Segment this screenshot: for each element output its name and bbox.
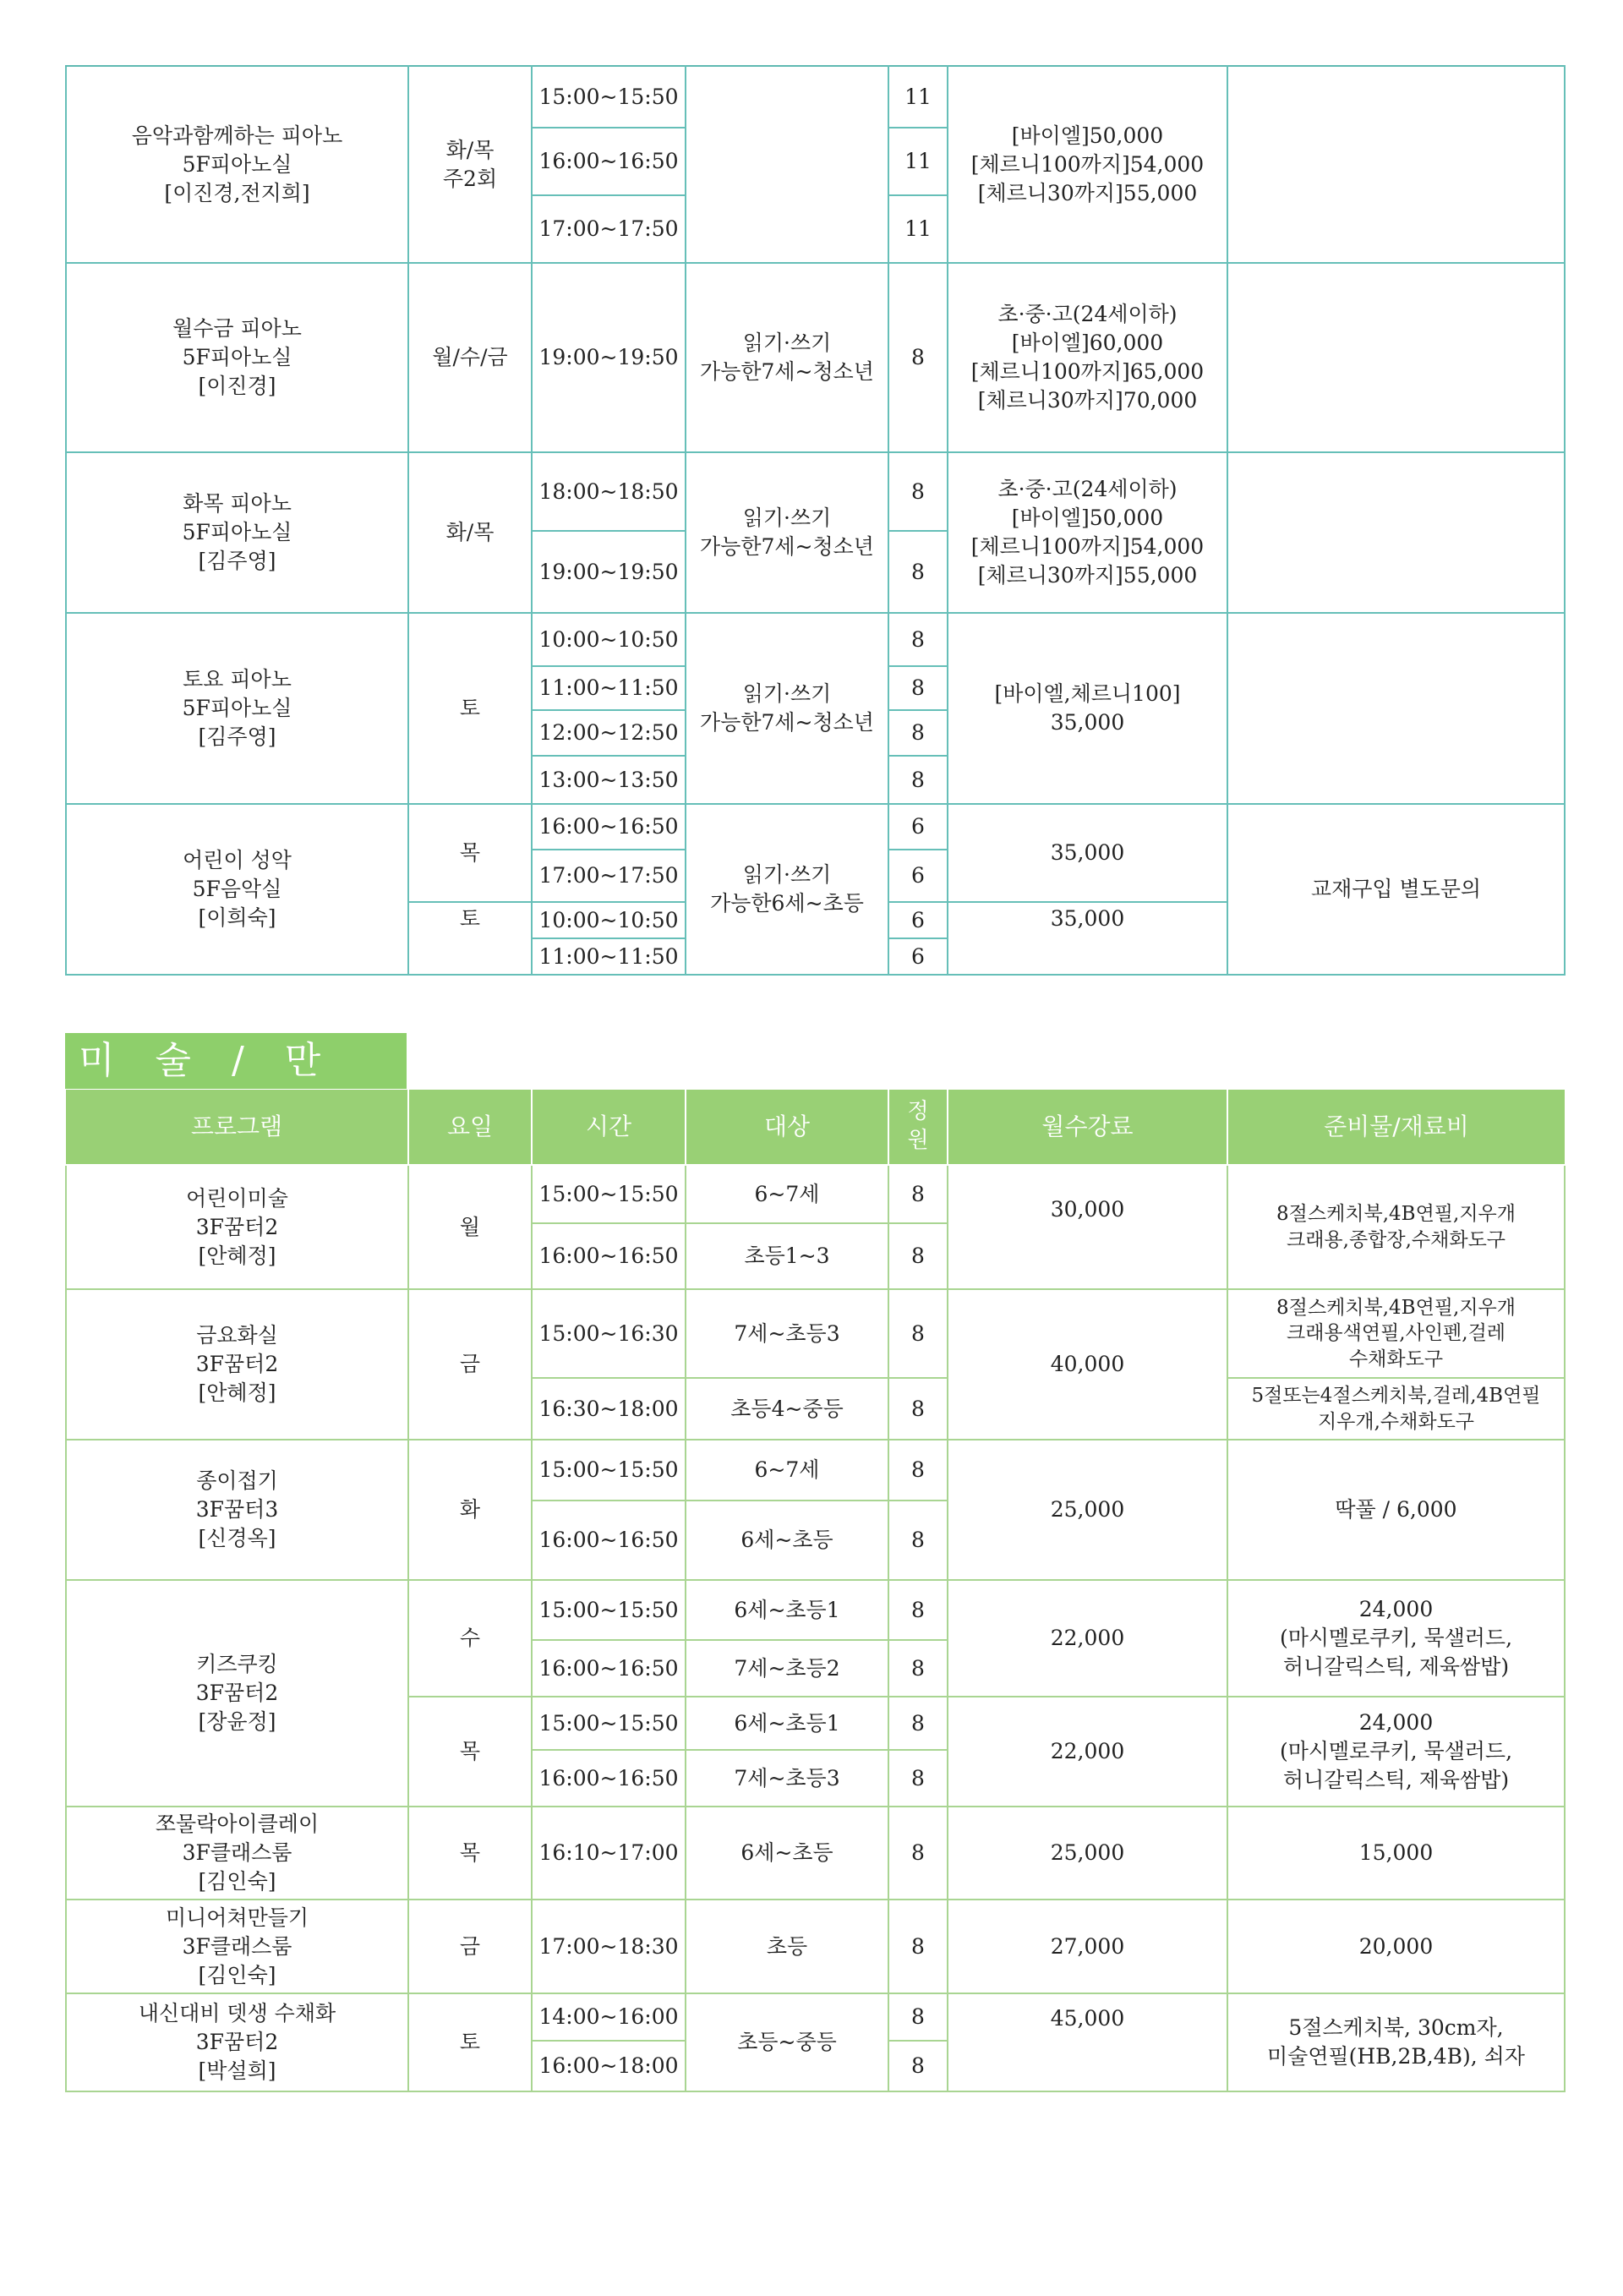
capacity-cell: 11 (888, 128, 948, 195)
header-program: 프로그램 (66, 1090, 408, 1165)
target-cell: 6세~초등 (686, 1807, 888, 1900)
fee-cell: 22,000 (948, 1580, 1227, 1697)
time-cell: 16:00~16:50 (532, 1640, 686, 1697)
target-cell: 6세~초등1 (686, 1697, 888, 1750)
capacity-cell: 8 (888, 2041, 948, 2091)
day-cell: 금 (408, 1900, 532, 1993)
capacity-cell: 8 (888, 710, 948, 756)
capacity-cell: 8 (888, 1440, 948, 1501)
note-cell (1227, 613, 1565, 804)
header-target: 대상 (686, 1090, 888, 1165)
time-cell: 15:00~15:50 (532, 1580, 686, 1640)
material-cell: 5절또는4절스케치북,걸레,4B연필 지우개,수채화도구 (1227, 1378, 1565, 1440)
target-cell: 읽기·쓰기 가능한7세~청소년 (686, 452, 888, 613)
fee-cell: 25,000 (948, 1807, 1227, 1900)
day-cell: 월 (408, 1165, 532, 1289)
time-cell: 16:00~16:50 (532, 804, 686, 850)
capacity-cell: 8 (888, 452, 948, 531)
fee-cell: 27,000 (948, 1900, 1227, 1993)
target-cell: 6세~초등 (686, 1501, 888, 1580)
program-cell: 내신대비 뎃생 수채화 3F꿈터2 [박설희] (66, 1993, 408, 2091)
program-cell: 어린이 성악 5F음악실 [이희숙] (66, 804, 408, 975)
time-cell: 11:00~11:50 (532, 666, 686, 710)
program-cell: 키즈쿠킹 3F꿈터2 [장윤정] (66, 1580, 408, 1807)
fee-cell: 25,000 (948, 1440, 1227, 1580)
time-cell: 16:10~17:00 (532, 1807, 686, 1900)
capacity-cell: 8 (888, 1165, 948, 1223)
program-cell: 토요 피아노 5F피아노실 [김주영] (66, 613, 408, 804)
time-cell: 15:00~15:50 (532, 1440, 686, 1501)
fee-cell: 초·중·고(24세이하) [바이엘]50,000 [체르니100까지]54,000 [체르니30까지]55,000 (948, 452, 1227, 613)
capacity-cell: 8 (888, 531, 948, 613)
material-cell: 24,000 (마시멜로쿠키, 묵샐러드, 허니갈릭스틱, 제육쌈밥) (1227, 1580, 1565, 1697)
time-cell: 10:00~10:50 (532, 613, 686, 666)
material-cell: 24,000 (마시멜로쿠키, 묵샐러드, 허니갈릭스틱, 제육쌈밥) (1227, 1697, 1565, 1807)
fee-cell: 22,000 (948, 1697, 1227, 1807)
header-material: 준비물/재료비 (1227, 1090, 1565, 1165)
header-time: 시간 (532, 1090, 686, 1165)
capacity-cell: 11 (888, 195, 948, 263)
time-cell: 16:00~16:50 (532, 1750, 686, 1807)
material-cell: 5절스케치북, 30cm자, 미술연필(HB,2B,4B), 쇠자 (1227, 1993, 1565, 2091)
target-cell: 읽기·쓰기 가능한6세~초등 (686, 804, 888, 975)
material-cell: 15,000 (1227, 1807, 1565, 1900)
time-cell: 15:00~15:50 (532, 66, 686, 128)
time-cell: 16:00~16:50 (532, 1501, 686, 1580)
program-cell: 종이접기 3F꿈터3 [신경옥] (66, 1440, 408, 1580)
capacity-cell: 8 (888, 1900, 948, 1993)
target-cell: 초등4~중등 (686, 1378, 888, 1440)
target-cell: 7세~초등3 (686, 1750, 888, 1807)
program-cell: 금요화실 3F꿈터2 [안혜정] (66, 1289, 408, 1440)
day-cell: 토 (408, 1993, 532, 2091)
capacity-cell: 11 (888, 66, 948, 128)
target-cell: 읽기·쓰기 가능한7세~청소년 (686, 613, 888, 804)
header-capacity: 정 원 (888, 1090, 948, 1165)
note-cell (1227, 66, 1565, 263)
fee-cell: 40,000 (948, 1289, 1227, 1440)
time-cell: 15:00~15:50 (532, 1165, 686, 1223)
capacity-cell: 8 (888, 1807, 948, 1900)
day-cell: 토 (408, 902, 532, 975)
capacity-cell: 8 (888, 666, 948, 710)
program-cell: 월수금 피아노 5F피아노실 [이진경] (66, 263, 408, 452)
capacity-cell: 8 (888, 1993, 948, 2041)
time-cell: 11:00~11:50 (532, 938, 686, 975)
time-cell: 19:00~19:50 (532, 263, 686, 452)
capacity-cell: 8 (888, 613, 948, 666)
fee-cell: 35,000 (948, 902, 1227, 975)
capacity-cell: 8 (888, 1697, 948, 1750)
time-cell: 10:00~10:50 (532, 902, 686, 938)
time-cell: 15:00~16:30 (532, 1289, 686, 1378)
capacity-cell: 8 (888, 263, 948, 452)
time-cell: 13:00~13:50 (532, 756, 686, 804)
target-cell: 6~7세 (686, 1440, 888, 1501)
time-cell: 18:00~18:50 (532, 452, 686, 531)
day-cell: 화/목 주2회 (408, 66, 532, 263)
time-cell: 16:00~18:00 (532, 2041, 686, 2091)
fee-cell: 30,000 (948, 1165, 1227, 1289)
music-schedule-table (65, 65, 1566, 976)
day-cell: 목 (408, 1697, 532, 1807)
program-cell: 미니어쳐만들기 3F클래스룸 [김인숙] (66, 1900, 408, 1993)
section-title: 미 술 / 만 (65, 1033, 407, 1089)
material-cell: 딱풀 / 6,000 (1227, 1440, 1565, 1580)
day-cell: 토 (408, 613, 532, 804)
capacity-cell: 8 (888, 1640, 948, 1697)
fee-cell: 45,000 (948, 1993, 1227, 2091)
day-cell: 화/목 (408, 452, 532, 613)
note-cell (1227, 452, 1565, 613)
program-cell: 쪼물락아이클레이 3F클래스룸 [김인숙] (66, 1807, 408, 1900)
capacity-cell: 8 (888, 1223, 948, 1289)
capacity-cell: 8 (888, 1750, 948, 1807)
note-cell: 교재구입 별도문의 (1227, 804, 1565, 975)
capacity-cell: 8 (888, 1580, 948, 1640)
time-cell: 17:00~17:50 (532, 850, 686, 902)
time-cell: 12:00~12:50 (532, 710, 686, 756)
target-cell: 7세~초등3 (686, 1289, 888, 1378)
day-cell: 월/수/금 (408, 263, 532, 452)
art-schedule-table (65, 1090, 1566, 2092)
target-cell: 읽기·쓰기 가능한7세~청소년 (686, 263, 888, 452)
material-cell: 8절스케치북,4B연필,지우개 크래용,종합장,수채화도구 (1227, 1165, 1565, 1289)
time-cell: 17:00~17:50 (532, 195, 686, 263)
time-cell: 16:00~16:50 (532, 1223, 686, 1289)
day-cell: 금 (408, 1289, 532, 1440)
capacity-cell: 8 (888, 1501, 948, 1580)
target-cell: 초등~중등 (686, 1993, 888, 2091)
time-cell: 16:30~18:00 (532, 1378, 686, 1440)
program-cell: 어린이미술 3F꿈터2 [안혜정] (66, 1165, 408, 1289)
capacity-cell: 6 (888, 902, 948, 938)
fee-cell: [바이엘,체르니100] 35,000 (948, 613, 1227, 804)
material-cell: 8절스케치북,4B연필,지우개 크래용색연필,사인펜,걸레 수채화도구 (1227, 1289, 1565, 1378)
header-day: 요일 (408, 1090, 532, 1165)
target-cell: 초등1~3 (686, 1223, 888, 1289)
target-cell (686, 66, 888, 263)
material-cell: 20,000 (1227, 1900, 1565, 1993)
fee-cell: [바이엘]50,000 [체르니100까지]54,000 [체르니30까지]55,000 (948, 66, 1227, 263)
day-cell: 목 (408, 804, 532, 902)
capacity-cell: 6 (888, 804, 948, 850)
day-cell: 목 (408, 1807, 532, 1900)
target-cell: 7세~초등2 (686, 1640, 888, 1697)
time-cell: 17:00~18:30 (532, 1900, 686, 1993)
program-cell: 화목 피아노 5F피아노실 [김주영] (66, 452, 408, 613)
fee-cell: 초·중·고(24세이하) [바이엘]60,000 [체르니100까지]65,000 [체르니30까지]70,000 (948, 263, 1227, 452)
day-cell: 화 (408, 1440, 532, 1580)
capacity-cell: 8 (888, 1378, 948, 1440)
capacity-cell: 6 (888, 938, 948, 975)
target-cell: 초등 (686, 1900, 888, 1993)
target-cell: 6세~초등1 (686, 1580, 888, 1640)
header-fee: 월수강료 (948, 1090, 1227, 1165)
capacity-cell: 8 (888, 756, 948, 804)
capacity-cell: 6 (888, 850, 948, 902)
fee-cell: 35,000 (948, 804, 1227, 902)
capacity-cell: 8 (888, 1289, 948, 1378)
time-cell: 15:00~15:50 (532, 1697, 686, 1750)
target-cell: 6~7세 (686, 1165, 888, 1223)
program-cell: 음악과함께하는 피아노 5F피아노실 [이진경,전지희] (66, 66, 408, 263)
note-cell (1227, 263, 1565, 452)
time-cell: 14:00~16:00 (532, 1993, 686, 2041)
time-cell: 19:00~19:50 (532, 531, 686, 613)
time-cell: 16:00~16:50 (532, 128, 686, 195)
day-cell: 수 (408, 1580, 532, 1697)
